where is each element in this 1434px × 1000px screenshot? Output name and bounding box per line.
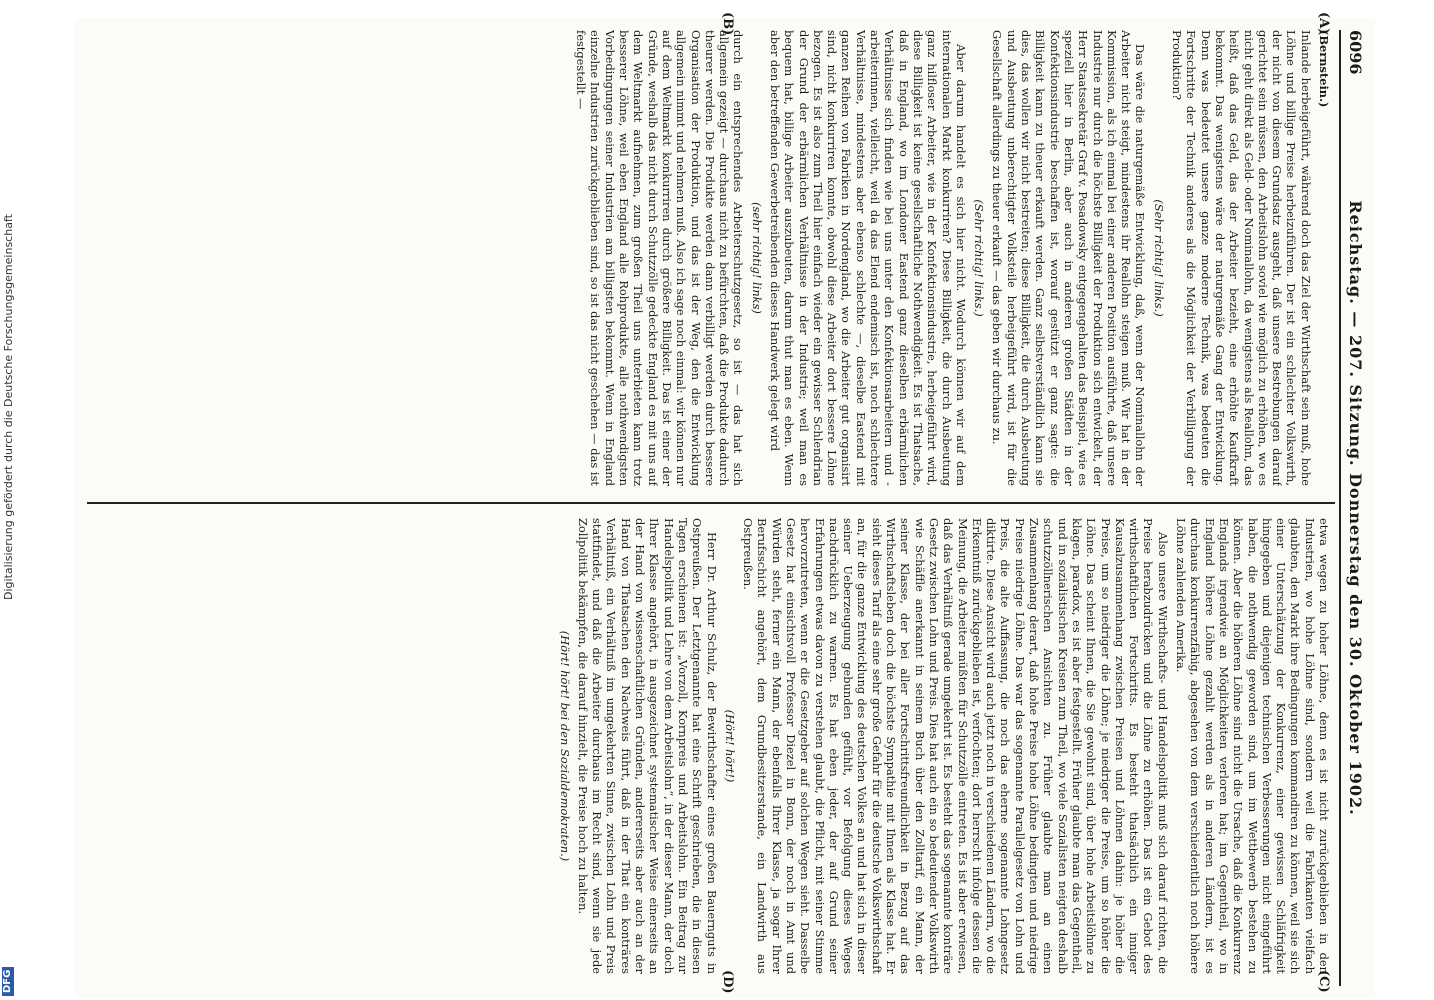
margin-marker-a: (A) <box>1316 12 1331 35</box>
dfg-logo: DFG <box>2 967 14 996</box>
newspaper-page <box>75 12 1375 998</box>
page-number: 6096 <box>1346 30 1365 75</box>
margin-marker-b: (B) <box>720 12 735 36</box>
page-title: Reichstag. — 207. Sitzung. Donnerstag den 30. Oktober 1902. <box>1346 200 1365 816</box>
left-text-column <box>91 30 1331 486</box>
digitization-credit: Digitalisierung gefördert durch die Deutsche Forschungsgemeinschaft <box>2 214 15 600</box>
margin-marker-c: (C) <box>1316 970 1331 993</box>
interjection: (Hört! hört!) <box>722 709 737 783</box>
paragraph: Herr Dr. Arthur Schulz, der Bewirthschafter eines großen Bauernguts in Ostpreußen. Der Letztgenannte hat eine Schrift geschrieben, die in diesen Tagen erschienen ist: „Vorzoll, Kornpreis und Arbeitslohn. Ein Beitrag zur Handelspolitik und Lehre von dem Arbeitslohn“, in der dieser Mann, der doch Ihrer Klasse angehört, in ausgezeichnet systematischer Weise einerseits an der Hand von wissenschaftlichen Gründen, andererseits aber auch an der Hand von Thatsachen den Nachweis führt, daß in der That ein konträres Verhältniß, ein Verhältniß im umgekehrten Sinne, zwischen Lohn und Preis stattfindet, und daß die Arbeiter durchaus im Recht sind, wenn sie jede Zollpolitik bekämpfen, die darauf hinzielt, die Preise hoch zu halten. <box>575 518 719 974</box>
paragraph: Also unsere Wirthschafts- und Handelspolitik muß sich darauf richten, die Preise herabzudrücken und die Löhne zu erhöhen. Das ist ein Gebot des wirthschaftlichen Fortschritts. Es besteht thatsächlich ein inniger Kausalzusammenhang zwischen Preisen und Löhnen dahin: je höher die Preise, um so niedriger die Löhne; je niedriger die Preise, um so höher die Löhne. Das scheint Ihnen, die Sie gewohnt sind, über hohe Arbeitslöhne zu klagen, paradox, es ist aber festgestellt. Früher glaubte man das Gegentheil, und in sozialistischen Kreisen zum Theil, wo viele Sozialisten neigten deshalb schutzzöllnerischen Ansichten zu. Früher glaubte man an einen Zusammenhang derart, daß hohe Preise hohe Löhne bedingten und niedrige Preise niedrige Löhne. Das war das sogenannte Parallelgesetz von Lohn und Preis, die alte Auffassung, die noch das eherne sogenannte Lohngesetz diktirte. Diese Ansicht wird auch jetzt noch in verschiedenen Ländern, wo die Erkenntniß zurückgeblieben ist, verfochten; dort herrscht infolge dessen die Meinung, die Arbeiter müßten für Schutzzölle eintreten. Es ist aber erwiesen, daß das Verhältniß gerade umgekehrt ist. Es besteht das sogenannte konträre Gesetz zwischen Lohn und Preis. Dies hat auch ein so bedeutender Volkswirth wie Schäffle anerkannt in seinem Buch über den Zolltarif, ein Mann, der seiner Klasse, der bei aller Fortschrittsfreundlichkeit in Bezug auf das Wirthschaftsleben doch die höchste Sympathie mit Ihnen als Klasse hat. Er sieht dieses Tarif als eine sehr große Gefahr für die deutsche Volkswirthschaft an, für die ganze Entwicklung des deutschen Volkes an und hat sich in dieser seiner Ueberzeugung gebunden gefühlt, vor Befolgung dieses Weges nachdrücklich zu warnen. Es hat eben jeder, der auf Grund seiner Erfahrungen etwas davon zu verstehen glaubt, die Pflicht, mit seiner Stimme hervorzutreten, wenn er die Gesetzgeber auf solchen Wegen sieht. Dasselbe Gesetz hat einsichtsvoll Professor Diezel in Bonn, der noch in Amt und Würden steht, ferner ein Mann, der ebenfalls Ihrer Klasse, ja sogar Ihrer Berufsschicht angehört, dem Grundbesitzerstande, ein Landwirth aus Ostpreußen. <box>741 518 1170 974</box>
paragraph: durch ein entsprechendes Arbeiterschutzgesetz, so ist — das hat sich allgemein gezeigt — durchaus nicht zu befürchten, daß die Produkte dadurch theurer werden. Die Produkte werden dann verbilligt werden durch bessere Organisation der Produktion, und das ist der Weg, den die Entwicklung allgemein nimmt und nehmen muß. Also ich sage noch einmal: wir können nur auf dem Weltmarkt konkurriren durch größere Billigkeit. Das ist einer der Gründe, weshalb das nicht durch Schutzzölle gedeckte England es mit uns auf dem Weltmarkt aufnehmen, zum großen Theil uns unterbieten kann trotz besserer Löhne, weil eben England alle Rohprodukte, alle nothwendigsten Vorbedingungen seiner Industrien am billigsten bekommt. Wenn in England einzelne Industrien zurückgeblieben sind, so ist das nicht geschehen — das ist festgestellt — <box>574 30 746 486</box>
right-text-column <box>91 518 1331 974</box>
margin-marker-d: (D) <box>720 970 735 994</box>
paragraph: etwa wegen zu hoher Löhne, denn es ist nicht zurückgeblieben in den Industrien, wo hohe Löhne sind, sondern weil die Fabrikanten vielfach glaubten, den Markt ihre Bedingungen kommandiren zu können, weil sie sich einer Unterschätzung der Konkurrenz, einer gewissen Schläfrigkeit hingegeben und diejenigen technischen Verbesserungen nicht eingeführt haben, die nothwendig geworden sind, um im Wettbewerb bestehen zu können. Aber die höheren Löhne sind nicht die Ursache, daß die Konkurrenz Englands irgendwie an Möglichkeiten verloren hat; im Gegentheil, wo in England höhere Löhne gezahlt werden als in anderen Ländern, ist es durchaus konkurrenzfähig, abgesehen von dem verschiedentlich noch höhere Löhne zahlenden Amerika. <box>1174 518 1331 974</box>
interjection: (Sehr richtig! links.) <box>1151 199 1166 317</box>
speaker-name: (Bernstein.) <box>1317 30 1331 108</box>
interjection: (Hört! hört! bei den Sozialdemokraten.) <box>557 630 572 862</box>
page-header <box>1339 30 1367 986</box>
paragraph: Aber darum handelt es sich hier nicht. Wodurch können wir auf dem internationalen Markt konkurriren? Diese Billigkeit, die durch Ausbeutung ganz hilfloser Arbeiter, wie in der Konfektionsindustrie, herbeigeführt wird, diese Billigkeit ist keine gesellschaftliche Nothwendigkeit. Es ist Thatsache, daß in England, wo im Londoner Eastend ganz dieselben erbärmlichen Verhältnisse sich finden wie bei uns unter den Konfektionsarbeitern und -arbeiterinnen, vielleicht, weil da das Elend endemisch ist, noch schlechtere Verhältnisse, mindestens aber ebenso schlechte —, dieselbe Eastend mit ganzen Reihen von Fabriken in Nordengland, wo die Arbeiter gut organisirt sind, nicht konkurriren konnte, obwohl diese Arbeiter dort bessere Löhne bezogen. Es ist also zum Theil hier einfach wieder ein gewisser Schlendrian der Grund der erbärmlichen Verhältnisse in der Industrie; weil man es bequem hat, billige Arbeiter auszubeuten, darum thut man es eben. Wenn aber den betreffenden Gewerbetreibenden dieses Handwerk gelegt wird <box>768 30 968 486</box>
paragraph: Das wäre die naturgemäße Entwicklung, daß, wenn der Nominallohn der Arbeiter nicht steigt, mindestens ihr Reallohn steigen muß. Wir hat in der Kommission, als ich einmal bei einer anderen Position ausführte, daß unsere Industrie nur durch die höchste Billigkeit der Produktion sich entwickelt, der Herr Staatssekretär Graf v. Posadowsky entgegengehalten das Beispiel, wie es speziell hier in Berlin, aber auch in anderen großen Städten in der Konfektionsindustrie beschaffen ist, worauf gestützt er ganz sagte: die Billigkeit kann zu theuer erkauft werden. Ganz selbstverständlich kann sie dies, das wollen wir nicht bestreiten; diese Billigkeit, die durch Ausbeutung und Ausbeutung unberechtigter Volksteile herbeigeführt wird, ist für die Gesellschaft allerdings zu theuer erkauft — das geben wir durchaus zu. <box>990 30 1148 486</box>
interjection: (sehr richtig! links) <box>749 202 764 314</box>
paragraph: Inlande herbeigeführt, während doch das Ziel der Wirthschaft sein muß, hohe Löhne und billige Preise herbeizuführen. Der ist ein schlechter Volkswirth, der nicht von diesem Grundsatz ausgeht, daß unsere Bestrebungen darauf gerichtet sein müssen, den Arbeitslohn soviel wie möglich zu erhöhen, wo es nicht geht direkt als Geld- oder Nominallohn, da wenigstens als Reallohn, das heißt, daß das Geld, das der Arbeiter bezieht, eine erhöhte Kaufkraft bekommt. Das wenigstens wäre der naturgemäße Gang der Entwicklung. Denn was bedeutet unsere ganze moderne Technik, was bedeuten die Fortschritte der Technik anderes als die Möglichkeit der Verbilligung der Produktion? <box>1170 30 1313 486</box>
interjection: (Sehr richtig! links.) <box>972 199 987 317</box>
column-divider <box>87 502 1335 504</box>
